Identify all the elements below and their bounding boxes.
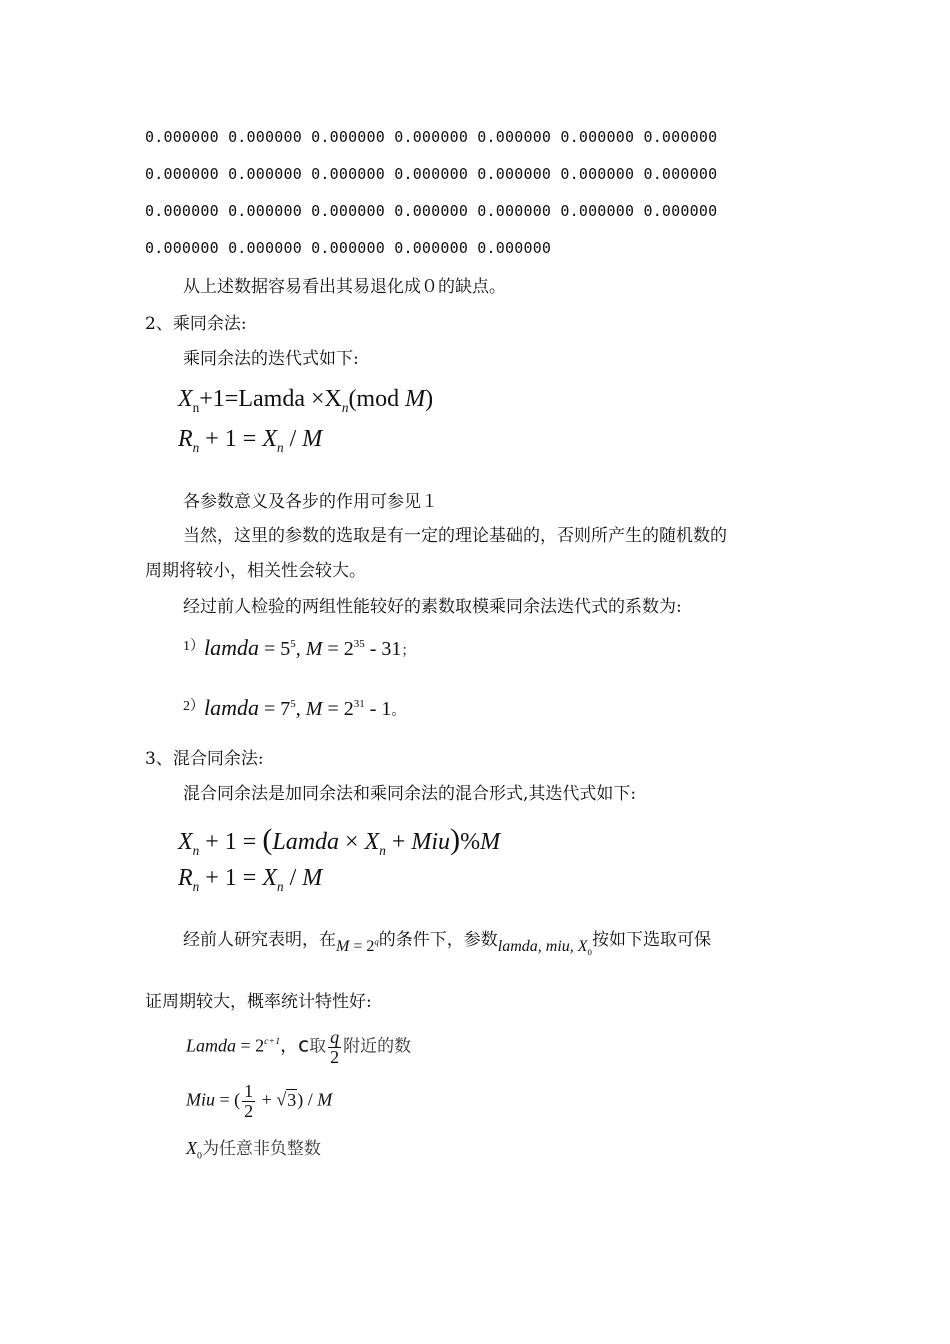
multiplicative-eq-1: $X_n+1=Lamda \times X_n(mod$ M) [178, 386, 434, 415]
data-row-1: 0.000000 0.000000 0.000000 0.000000 0.000000 0.000000 0.000000 [145, 128, 718, 146]
paragraph-theory-cont: 周期将较小，相关性会较大。 [145, 561, 366, 581]
rule-miu: Miu = ( $\frac{1}{2}$ + √3) / M [186, 1081, 333, 1121]
data-row-3: 0.000000 0.000000 0.000000 0.000000 0.000000 0.000000 0.000000 [145, 202, 718, 220]
param-reference: 各参数意义及各步的作用可参见１ [183, 492, 438, 512]
rule-x0: $X_0$为任意非负整数 [186, 1138, 321, 1162]
paragraph-theory: 当然，这里的参数的选取是有一定的理论基础的，否则所产生的随机数的 [183, 526, 727, 546]
section2-intro: 乘同余法的迭代式如下: [183, 349, 359, 369]
coefficient-set-1: $^{1)}$lamda = $5^5$, $M = 2^{35} - 31$； [183, 635, 416, 660]
data-row-4: 0.000000 0.000000 0.000000 0.000000 0.000000 [145, 239, 552, 257]
section3-intro: 混合同余法是加同余法和乘同余法的混合形式,其迭代式如下: [183, 784, 637, 804]
data-row-2: 0.000000 0.000000 0.000000 0.000000 0.000000 0.000000 0.000000 [145, 165, 718, 183]
paragraph-conditions-cont: 证周期较大，概率统计特性好: [145, 992, 372, 1012]
section2-heading: 2、乘同余法: [145, 314, 247, 334]
conclusion-text: 从上述数据容易看出其易退化成０的缺点。 [183, 277, 506, 297]
mixed-eq-1: $X_n + 1$ = (Lamda × $X_n + Miu)\%M$ [178, 823, 501, 858]
rule-lamda: Lamda = $2^{c+1}$，c取 $\frac{q}{2}$ 附近的数 [186, 1027, 412, 1067]
paragraph-coefficients: 经过前人检验的两组性能较好的素数取模乘同余法迭代式的系数为: [183, 597, 682, 617]
coefficient-set-2: $^{2)}$lamda = $7^5$, $M = 2^{31} - 1$。 [183, 695, 406, 720]
mixed-eq-2: $R_n + 1 = X_n / M$ [178, 865, 323, 894]
paragraph-conditions: 经前人研究表明，在$M = 2^q$的条件下，参数lamda, miu, $X_0$按如下选取可保 [183, 930, 711, 957]
section3-heading: 3、混合同余法: [145, 749, 264, 769]
multiplicative-eq-2: $R_n + 1 = X_n / M$ [178, 426, 323, 455]
